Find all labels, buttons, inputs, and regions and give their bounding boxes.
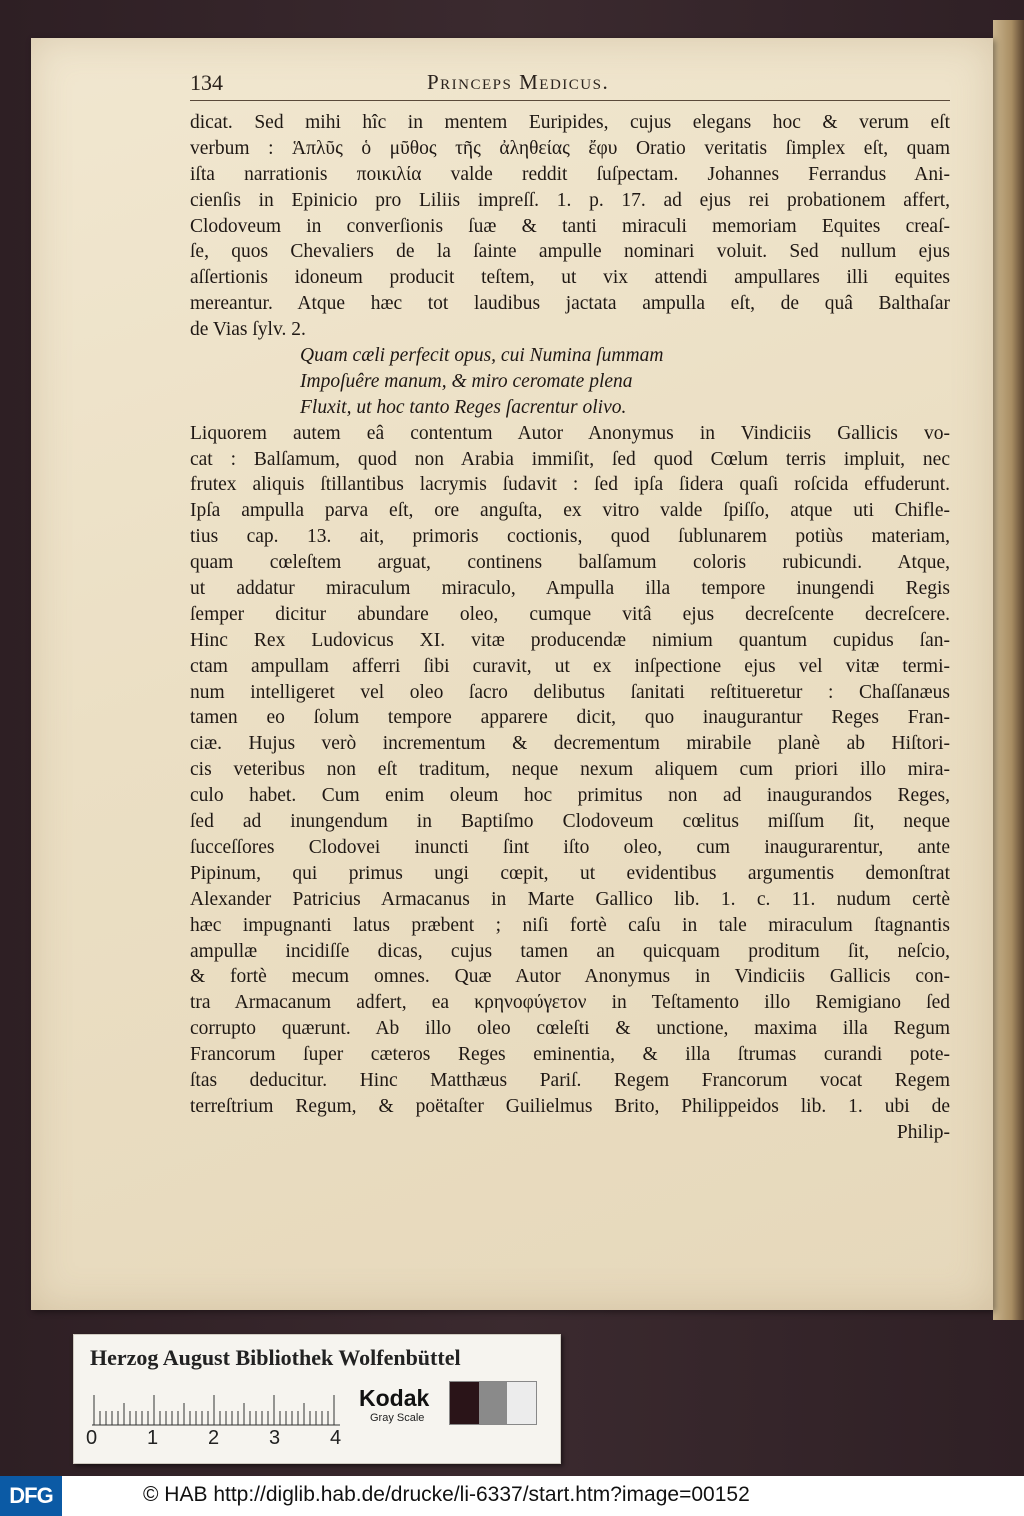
text-line: ctam ampullam afferri ſibi curavit, ut ex inſpectione ejus vel vitæ termi- bbox=[190, 655, 950, 677]
text-line: mereantur. Atque hæc tot laudibus jactata ampulla eſt, de quâ Balthaſar bbox=[190, 293, 950, 315]
text-line: ampullæ incidiſſe dicas, cujus tamen an quicquam proditum ſit, neſcio, bbox=[190, 940, 950, 962]
text-line: ſed ad inungendum in Baptiſmo Clodoveum cœlitus miſſum ſit, neque bbox=[190, 811, 950, 833]
text-line: dicat. Sed mihi hîc in mentem Euripides, cujus elegans hoc & verum eſt bbox=[190, 112, 950, 133]
text-line: Clodoveum in converſionis ſuæ & tanti miraculi memoriam Equites creaſ- bbox=[190, 215, 950, 237]
page-body-text bbox=[190, 110, 950, 1146]
dfg-logo[interactable]: DFG bbox=[0, 1476, 62, 1516]
text-line: num intelligeret vel oleo ſacro delibutus ſanitati reſtitueretur : Chaſſanæus bbox=[190, 681, 950, 703]
page-number: 134 bbox=[190, 70, 223, 95]
text-line: Liquorem autem eâ contentum Autor Anonymus in Vindiciis Gallicis vo- bbox=[190, 422, 950, 444]
next-page-edge bbox=[993, 20, 1024, 1320]
header-rule bbox=[190, 100, 950, 101]
ruler-label: 4 bbox=[330, 1427, 342, 1449]
text-line: quam cœleſtem arguat, continens balſamum coloris rubicundi. Atque, bbox=[190, 552, 950, 574]
text-line: Pipinum, qui primus ungi cœpit, ut evidentibus argumentis demonſtrat bbox=[190, 862, 950, 884]
text-line: Alexander Patricius Armacanus in Marte Gallico lib. 1. c. 11. nudum certè bbox=[190, 888, 950, 910]
verse-line: Impoſuêre manum, & miro ceromate plena bbox=[300, 370, 633, 392]
text-line: iſta narrationis ποικιλία valde reddit ſuſpectam. Johannes Ferrandus Ani- bbox=[190, 163, 950, 185]
text-line: ſtas deducitur. Hinc Matthæus Pariſ. Regem Francorum vocat Regem bbox=[190, 1069, 950, 1091]
library-name: Herzog August Bibliothek Wolfenbüttel bbox=[90, 1345, 461, 1370]
text-line: tra Armacanum adfert, ea κρηνοφύγετον in Teſtamento illo Remigiano ſed bbox=[190, 992, 950, 1014]
text-line: Ipſa ampulla parva eſt, ore anguſta, ex vitro valde ſpiſſo, atque uti Chifle- bbox=[190, 500, 950, 522]
ruler-label: 0 bbox=[86, 1427, 98, 1449]
verse-line: Fluxit, ut hoc tanto Reges ſacrentur olivo. bbox=[300, 396, 627, 418]
library-label-card bbox=[73, 1334, 561, 1464]
text-line: ſe, quos Chevaliers de la ſainte ampulle nominari voluit. Sed nullum ejus bbox=[190, 241, 950, 263]
text-line: ſemper dicitur abundare oleo, cumque vitâ ejus decreſcente decreſcere. bbox=[190, 603, 950, 625]
gray-scale-label: Gray Scale bbox=[370, 1412, 425, 1424]
gray-patch bbox=[479, 1382, 508, 1424]
text-line: terreſtrium Regum, & poëtaſter Guilielmus Brito, Philippeidos lib. 1. ubi de bbox=[190, 1095, 950, 1117]
ruler-label: 1 bbox=[147, 1427, 159, 1449]
text-line: Philip- bbox=[896, 1121, 950, 1143]
text-line: culo habet. Cum enim oleum hoc primitus non ad inaugurandos Reges, bbox=[190, 785, 950, 807]
ruler-label: 2 bbox=[208, 1427, 220, 1449]
text-line: Hinc Rex Ludovicus XI. vitæ producendæ nimium quantum cupidus ſan- bbox=[190, 629, 950, 651]
text-line: tamen eo ſolum tempore apparere dicit, quo inaugurantur Reges Fran- bbox=[190, 707, 950, 729]
text-line: ut addatur miraculum miraculo, Ampulla illa tempore inungendi Regis bbox=[190, 578, 950, 600]
kodak-brand: Kodak bbox=[359, 1385, 430, 1411]
ruler-label: 3 bbox=[269, 1427, 281, 1449]
footer-bar bbox=[0, 1476, 1024, 1516]
text-line: ciæ. Hujus verò incrementum & decrementum mirabile planè ab Hiſtori- bbox=[190, 733, 950, 755]
text-line: tius cap. 13. ait, primoris coctionis, quod ſublunarem potiùs materiam, bbox=[190, 526, 950, 548]
text-line: frutex aliquis ſtillantibus lacrymis ſudavit : ſed ipſa ſidera quaſi roſcida effuderunt. bbox=[190, 474, 950, 496]
text-line: cienſis in Epinicio pro Liliis impreſſ. 1. p. 17. ad ejus rei probationem affert, bbox=[190, 189, 950, 211]
running-head bbox=[190, 70, 950, 100]
text-line: ſucceſſores Clodovei inuncti ſint iſto oleo, cum inaugurarentur, ante bbox=[190, 836, 950, 858]
copyright-link[interactable]: © HAB http://diglib.hab.de/drucke/li-6337/start.htm?image=00152 bbox=[143, 1483, 750, 1506]
text-line: aſſertionis idoneum producit teſtem, ut vix attendi ampullares illi equites bbox=[190, 267, 950, 289]
text-line: hæc impugnanti latus præbent ; niſi fortè caſu in tale miraculum ſtagnantis bbox=[190, 914, 950, 936]
scale-ruler bbox=[92, 1387, 342, 1427]
gray-patch bbox=[507, 1382, 536, 1424]
running-title: Princeps Medicus. bbox=[427, 70, 610, 94]
ruler-labels bbox=[86, 1427, 356, 1457]
verse-line: Quam cæli perfecit opus, cui Numina ſummam bbox=[300, 345, 664, 367]
gray-patch bbox=[450, 1382, 479, 1424]
text-line: verbum : Ἁπλῦς ὁ μῦθος τῆς ἀληθείας ἔφυ Oratio veritatis ſimplex eſt, quam bbox=[190, 137, 950, 159]
text-line: cis veteribus non eſt traditum, neque nexum aliquem cum priori illo mira- bbox=[190, 759, 950, 781]
gray-scale-patches bbox=[449, 1381, 537, 1425]
text-line: cat : Balſamum, quod non Arabia immiſit, ſed quod Cœlum terris impluit, nec bbox=[190, 448, 950, 470]
text-line: & fortè mecum omnes. Quæ Autor Anonymus in Vindiciis Gallicis con- bbox=[190, 966, 950, 988]
text-line: corrupto quærunt. Ab illo oleo cœleſti & unctione, maxima illa Regum bbox=[190, 1018, 950, 1040]
text-line: Francorum ſuper cæteros Reges eminentia, & illa ſtrumas curandi pote- bbox=[190, 1044, 950, 1066]
text-line: de Vias ſylv. 2. bbox=[190, 319, 306, 341]
